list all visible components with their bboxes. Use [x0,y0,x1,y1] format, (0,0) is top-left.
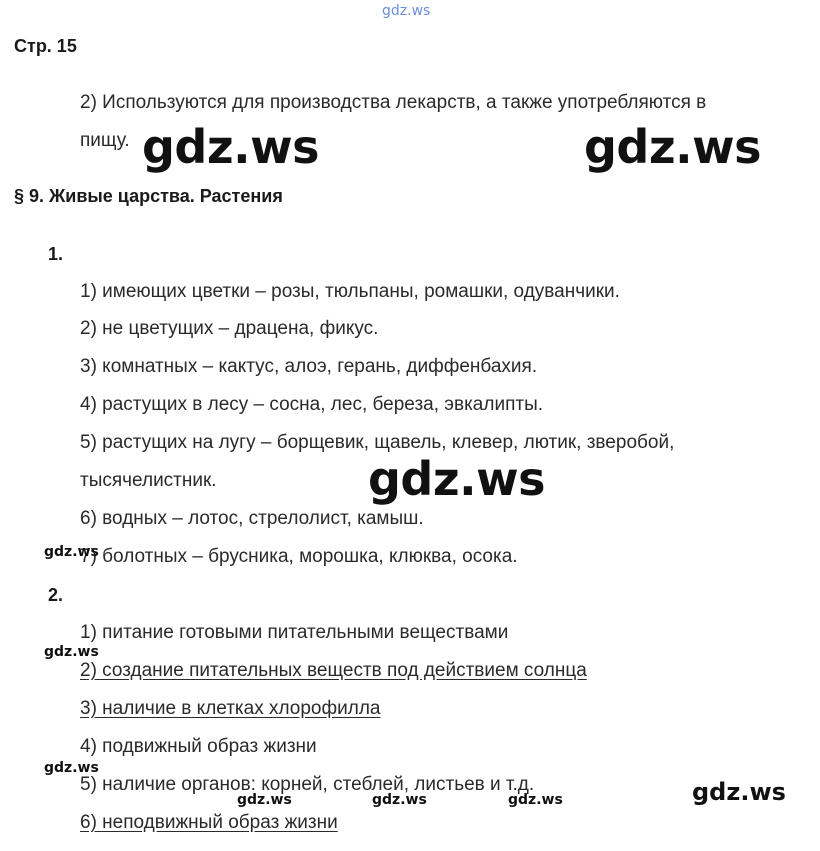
task1-line: 4) растущих в лесу – сосна, лес, береза, эвкалипты. [80,394,544,415]
watermark-large: gdz.ws [142,120,319,174]
watermark-small: gdz.ws [508,792,563,808]
task-number-1: 1. [48,244,64,264]
task1-line: тысячелистник. [80,470,217,491]
task2-line: 1) питание готовыми питательными веществами [80,622,509,643]
task2-line-underlined: 6) неподвижный образ жизни [80,812,338,833]
intro-line-2: пищу. [80,130,130,151]
watermark-top: gdz.ws [382,3,431,19]
watermark-small: gdz.ws [372,792,427,808]
task1-line: 1) имеющих цветки – розы, тюльпаны, ромашки, одуванчики. [80,281,620,302]
watermark-medium: gdz.ws [692,778,786,806]
watermark-small: gdz.ws [44,544,99,560]
watermark-large: gdz.ws [368,452,545,506]
section-title: § 9. Живые царства. Растения [14,186,283,206]
task1-line: 5) растущих на лугу – борщевик, щавель, клевер, лютик, зверобой, [80,432,675,453]
task1-line: 3) комнатных – кактус, алоэ, герань, диффенбахия. [80,356,538,377]
task2-line-underlined: 2) создание питательных веществ под действием солнца [80,660,587,681]
task1-line: 2) не цветущих – драцена, фикус. [80,318,379,339]
task1-line: 6) водных – лотос, стрелолист, камыш. [80,508,424,529]
task1-line: 7) болотных – брусника, морошка, клюква, осока. [80,546,518,567]
task2-line: 5) наличие органов: корней, стеблей, листьев и т.д. [80,774,535,795]
task2-line: 4) подвижный образ жизни [80,736,317,757]
watermark-small: gdz.ws [44,760,99,776]
task-number-2: 2. [48,585,64,605]
task2-line-underlined: 3) наличие в клетках хлорофилла [80,698,381,719]
watermark-small: gdz.ws [237,792,292,808]
watermark-large: gdz.ws [584,120,761,174]
watermark-small: gdz.ws [44,644,99,660]
page-label: Стр. 15 [14,36,77,56]
intro-line-1: 2) Используются для производства лекарств, а также употребляются в [80,92,707,113]
